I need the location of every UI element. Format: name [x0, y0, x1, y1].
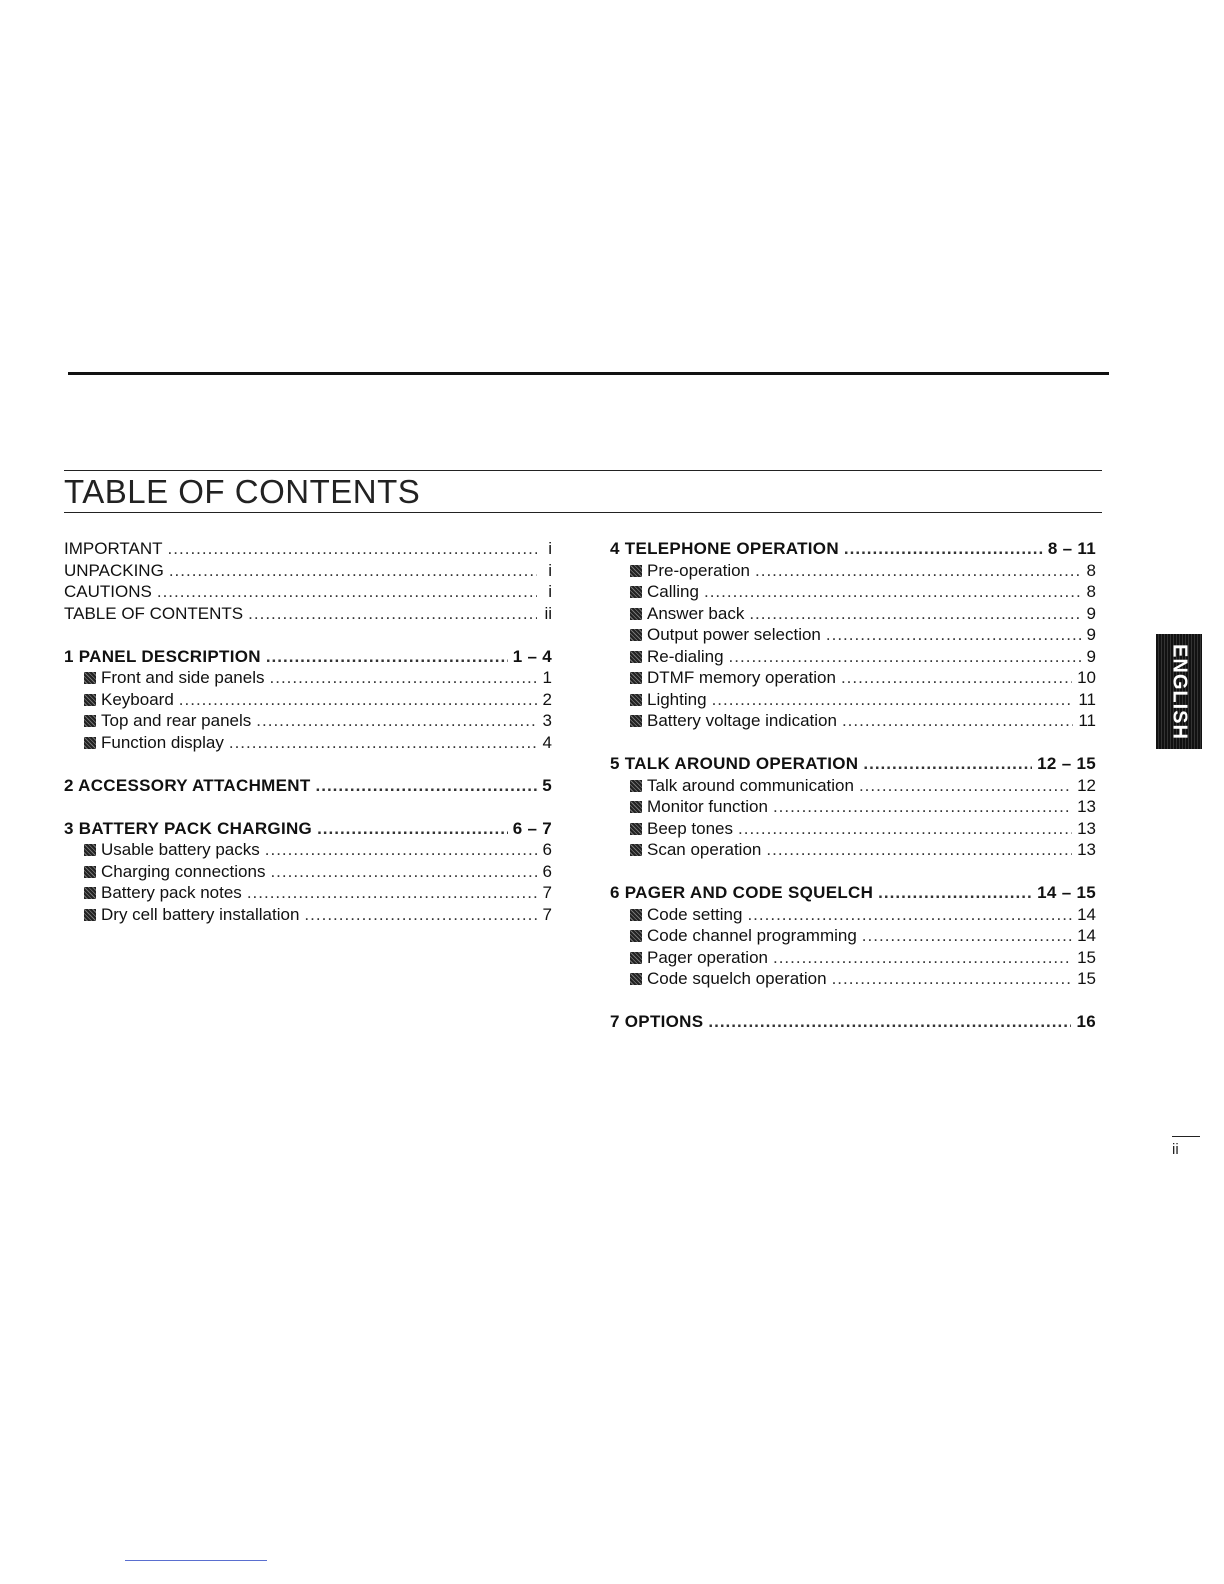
page-number-rule: [1172, 1136, 1200, 1137]
toc-entry-label: [84, 861, 265, 883]
dot-leader: [229, 732, 537, 754]
toc-entry-label: [630, 968, 827, 990]
toc-entry-text: Beep tones: [647, 818, 734, 838]
toc-entry-label: [64, 560, 164, 582]
dot-leader: [859, 775, 1072, 797]
toc-page-number: 8: [1086, 582, 1096, 601]
toc-section-entry[interactable]: [610, 689, 1096, 711]
toc-entry-label: [630, 947, 768, 969]
square-bullet-icon: [84, 866, 96, 878]
toc-page-number: 14: [1077, 926, 1096, 945]
toc-entry-text: Pre-operation: [647, 560, 751, 580]
toc-entry-text: 5 TALK AROUND OPERATION: [610, 754, 859, 773]
dot-leader: [712, 689, 1074, 711]
dot-leader: [247, 882, 537, 904]
toc-page-number: 13: [1077, 797, 1096, 816]
toc-page-number: 11: [1078, 711, 1096, 730]
toc-chapter-entry[interactable]: [610, 538, 1096, 560]
dot-leader: [863, 753, 1032, 775]
toc-page-number: 9: [1086, 603, 1096, 623]
toc-section-entry[interactable]: [64, 689, 552, 711]
toc-page-number: 2: [542, 689, 552, 709]
dot-leader: [773, 947, 1072, 969]
square-bullet-icon: [630, 952, 642, 964]
toc-entry-text: Dry cell battery installation: [101, 904, 300, 924]
toc-entry-label: [630, 646, 724, 668]
toc-entry[interactable]: [64, 581, 552, 603]
toc-entry-label: [84, 904, 299, 926]
toc-entry-text: Re-dialing: [647, 646, 724, 666]
toc-page-number: 13: [1077, 840, 1096, 859]
toc-page-number: 8 – 11: [1047, 539, 1096, 558]
toc-section-entry[interactable]: [64, 904, 552, 926]
toc-page-number: i: [548, 560, 552, 580]
toc-page-number: 13: [1077, 818, 1096, 838]
toc-right-column: [610, 538, 1096, 1033]
title-rule-top: [64, 470, 1102, 471]
toc-page-number: 6: [542, 861, 552, 881]
toc-page-number: 12: [1077, 775, 1096, 795]
language-tab-label: ENGLISH: [1168, 643, 1191, 740]
toc-entry-text: Charging connections: [101, 861, 266, 881]
toc-entry-text: Scan operation: [647, 840, 762, 859]
toc-section-entry[interactable]: [610, 818, 1096, 840]
dot-leader: [316, 775, 537, 797]
toc-entry-text: Answer back: [647, 603, 745, 623]
dot-leader: [266, 646, 508, 668]
square-bullet-icon: [84, 672, 96, 684]
toc-page-number: 4: [542, 732, 552, 752]
dot-leader: [766, 839, 1072, 861]
toc-entry-text: 6 PAGER AND CODE SQUELCH: [610, 883, 874, 902]
toc-entry-label: [610, 882, 873, 904]
square-bullet-icon: [630, 801, 642, 813]
dot-leader: [270, 861, 537, 883]
toc-section-entry[interactable]: [610, 925, 1096, 947]
toc-entry-text: 7 OPTIONS: [610, 1012, 704, 1031]
toc-section-entry[interactable]: [610, 581, 1096, 603]
square-bullet-icon: [84, 887, 96, 899]
toc-entry-label: [84, 689, 174, 711]
toc-spacer: [610, 861, 1096, 883]
dot-leader: [878, 882, 1032, 904]
dot-leader: [708, 1011, 1071, 1033]
toc-entry-text: Lighting: [647, 689, 707, 709]
toc-page-number: 8: [1086, 560, 1096, 580]
square-bullet-icon: [630, 715, 642, 727]
dot-leader: [862, 925, 1072, 947]
square-bullet-icon: [630, 930, 642, 942]
toc-page-number: 16: [1076, 1012, 1096, 1031]
toc-entry[interactable]: [64, 560, 552, 582]
square-bullet-icon: [630, 909, 642, 921]
dot-leader: [248, 603, 537, 625]
toc-entry-label: [84, 839, 260, 861]
toc-entry-text: TABLE OF CONTENTS: [64, 603, 244, 623]
toc-page-number: i: [548, 539, 552, 558]
toc-page-number: i: [548, 582, 552, 601]
toc-entry-text: Usable battery packs: [101, 840, 260, 859]
dot-leader: [844, 538, 1043, 560]
toc-page-number: 11: [1078, 689, 1096, 709]
toc-entry-label: [64, 603, 243, 625]
toc-chapter-entry[interactable]: [610, 1011, 1096, 1033]
toc-section-entry[interactable]: [610, 560, 1096, 582]
toc-entry-label: [630, 839, 761, 861]
square-bullet-icon: [630, 780, 642, 792]
toc-entry-label: [630, 818, 733, 840]
dot-leader: [773, 796, 1072, 818]
toc-entry-text: IMPORTANT: [64, 539, 163, 558]
toc-spacer: [64, 753, 552, 775]
toc-left-column: [64, 538, 552, 925]
dot-leader: [179, 689, 537, 711]
toc-entry-label: [84, 710, 251, 732]
toc-page-number: 7: [542, 904, 552, 924]
toc-section-entry[interactable]: [64, 732, 552, 754]
toc-page-number: 14 – 15: [1037, 883, 1096, 902]
toc-page-number: 6: [542, 840, 552, 859]
toc-entry-label: [630, 710, 837, 732]
square-bullet-icon: [84, 694, 96, 706]
toc-section-entry[interactable]: [610, 947, 1096, 969]
toc-page-number: 10: [1077, 668, 1096, 687]
toc-entry-text: Code setting: [647, 904, 743, 924]
dot-leader: [738, 818, 1072, 840]
page-title: TABLE OF CONTENTS: [64, 473, 421, 510]
square-bullet-icon: [84, 844, 96, 856]
toc-page-number: 6 – 7: [512, 818, 552, 838]
toc-entry-text: Output power selection: [647, 625, 821, 644]
toc-entry-label: [64, 581, 152, 603]
toc-entry-label: [84, 732, 224, 754]
toc-entry-text: Monitor function: [647, 797, 768, 816]
toc-section-entry[interactable]: [610, 646, 1096, 668]
toc-page-number: 15: [1077, 969, 1096, 988]
toc-entry-label: [84, 667, 265, 689]
toc-entry-text: DTMF memory operation: [647, 668, 836, 687]
square-bullet-icon: [630, 973, 642, 985]
dot-leader: [747, 904, 1072, 926]
toc-entry-label: [64, 538, 163, 560]
toc-section-entry[interactable]: [610, 968, 1096, 990]
toc-entry-text: 3 BATTERY PACK CHARGING: [64, 818, 313, 838]
square-bullet-icon: [630, 672, 642, 684]
toc-entry[interactable]: [64, 538, 552, 560]
toc-entry-label: [630, 775, 854, 797]
bottom-blue-line: [125, 1560, 267, 1561]
toc-entry-label: [630, 689, 707, 711]
dot-leader: [749, 603, 1081, 625]
toc-entry-text: 4 TELEPHONE OPERATION: [610, 539, 839, 558]
toc-section-entry[interactable]: [610, 775, 1096, 797]
toc-page-number: 7: [542, 883, 552, 902]
toc-entry-text: 2 ACCESSORY ATTACHMENT: [64, 775, 311, 795]
square-bullet-icon: [630, 844, 642, 856]
toc-section-entry[interactable]: [610, 839, 1096, 861]
toc-entry-label: [610, 753, 858, 775]
square-bullet-icon: [84, 715, 96, 727]
square-bullet-icon: [84, 737, 96, 749]
toc-entry-label: [630, 603, 744, 625]
toc-entry-text: UNPACKING: [64, 560, 164, 580]
toc-section-entry[interactable]: [64, 667, 552, 689]
toc-entry-label: [610, 1011, 703, 1033]
toc-entry-text: Talk around communication: [647, 775, 854, 795]
toc-entry-label: [630, 560, 750, 582]
dot-leader: [256, 710, 537, 732]
toc-page-number: 3: [542, 711, 552, 730]
toc-entry-text: CAUTIONS: [64, 582, 152, 601]
language-tab: [1156, 634, 1202, 749]
square-bullet-icon: [630, 629, 642, 641]
toc-entry-text: Battery pack notes: [101, 883, 242, 902]
toc-entry-text: 1 PANEL DESCRIPTION: [64, 646, 261, 666]
toc-entry-label: [630, 667, 836, 689]
toc-section-entry[interactable]: [610, 667, 1096, 689]
toc-entry-text: Top and rear panels: [101, 711, 252, 730]
dot-leader: [168, 538, 537, 560]
toc-spacer: [64, 796, 552, 818]
toc-entry-text: Code squelch operation: [647, 969, 827, 988]
dot-leader: [704, 581, 1081, 603]
title-rule-bottom: [64, 512, 1102, 513]
dot-leader: [157, 581, 537, 603]
toc-page-number: 9: [1086, 625, 1096, 644]
toc-chapter-entry[interactable]: [64, 818, 552, 840]
toc-page-number: ii: [544, 603, 552, 623]
page-number: ii: [1172, 1141, 1179, 1158]
toc-spacer: [610, 990, 1096, 1012]
toc-entry-text: Function display: [101, 732, 224, 752]
dot-leader: [304, 904, 537, 926]
dot-leader: [842, 710, 1073, 732]
toc-entry-label: [64, 818, 312, 840]
toc-chapter-entry[interactable]: [610, 753, 1096, 775]
toc-entry-label: [630, 624, 821, 646]
top-rule: [68, 372, 1109, 375]
toc-section-entry[interactable]: [610, 904, 1096, 926]
toc-section-entry[interactable]: [64, 861, 552, 883]
square-bullet-icon: [630, 651, 642, 663]
toc-entry-label: [630, 925, 857, 947]
toc-section-entry[interactable]: [610, 603, 1096, 625]
toc-page-number: 9: [1086, 646, 1096, 666]
toc-page-number: 14: [1077, 904, 1096, 924]
dot-leader: [270, 667, 538, 689]
square-bullet-icon: [630, 565, 642, 577]
dot-leader: [755, 560, 1081, 582]
dot-leader: [841, 667, 1072, 689]
toc-entry-text: Code channel programming: [647, 926, 857, 945]
toc-entry-text: Calling: [647, 582, 699, 601]
toc-section-entry[interactable]: [64, 882, 552, 904]
toc-entry-text: Battery voltage indication: [647, 711, 837, 730]
toc-entry[interactable]: [64, 603, 552, 625]
square-bullet-icon: [630, 586, 642, 598]
toc-page-number: 1: [542, 668, 552, 687]
dot-leader: [729, 646, 1081, 668]
toc-spacer: [610, 732, 1096, 754]
toc-spacer: [64, 624, 552, 646]
toc-section-entry[interactable]: [610, 796, 1096, 818]
toc-entry-label: [630, 904, 742, 926]
toc-entry-label: [64, 775, 311, 797]
dot-leader: [832, 968, 1073, 990]
toc-entry-text: Front and side panels: [101, 668, 265, 687]
square-bullet-icon: [630, 694, 642, 706]
toc-section-entry[interactable]: [610, 710, 1096, 732]
dot-leader: [169, 560, 537, 582]
toc-entry-label: [84, 882, 242, 904]
toc-page-number: 1 – 4: [512, 646, 552, 666]
toc-entry-label: [630, 581, 699, 603]
toc-page-number: 12 – 15: [1037, 754, 1096, 773]
toc-section-entry[interactable]: [64, 710, 552, 732]
dot-leader: [826, 624, 1081, 646]
toc-entry-label: [610, 538, 839, 560]
toc-entry-text: Keyboard: [101, 689, 174, 709]
toc-section-entry[interactable]: [64, 839, 552, 861]
toc-page-number: 15: [1077, 947, 1096, 967]
toc-chapter-entry[interactable]: [64, 646, 552, 668]
toc-page-number: 5: [542, 775, 552, 795]
toc-chapter-entry[interactable]: [64, 775, 552, 797]
square-bullet-icon: [84, 909, 96, 921]
toc-entry-label: [64, 646, 261, 668]
toc-section-entry[interactable]: [610, 624, 1096, 646]
square-bullet-icon: [630, 823, 642, 835]
toc-entry-label: [630, 796, 768, 818]
dot-leader: [265, 839, 537, 861]
dot-leader: [317, 818, 508, 840]
toc-chapter-entry[interactable]: [610, 882, 1096, 904]
square-bullet-icon: [630, 608, 642, 620]
toc-entry-text: Pager operation: [647, 947, 768, 967]
